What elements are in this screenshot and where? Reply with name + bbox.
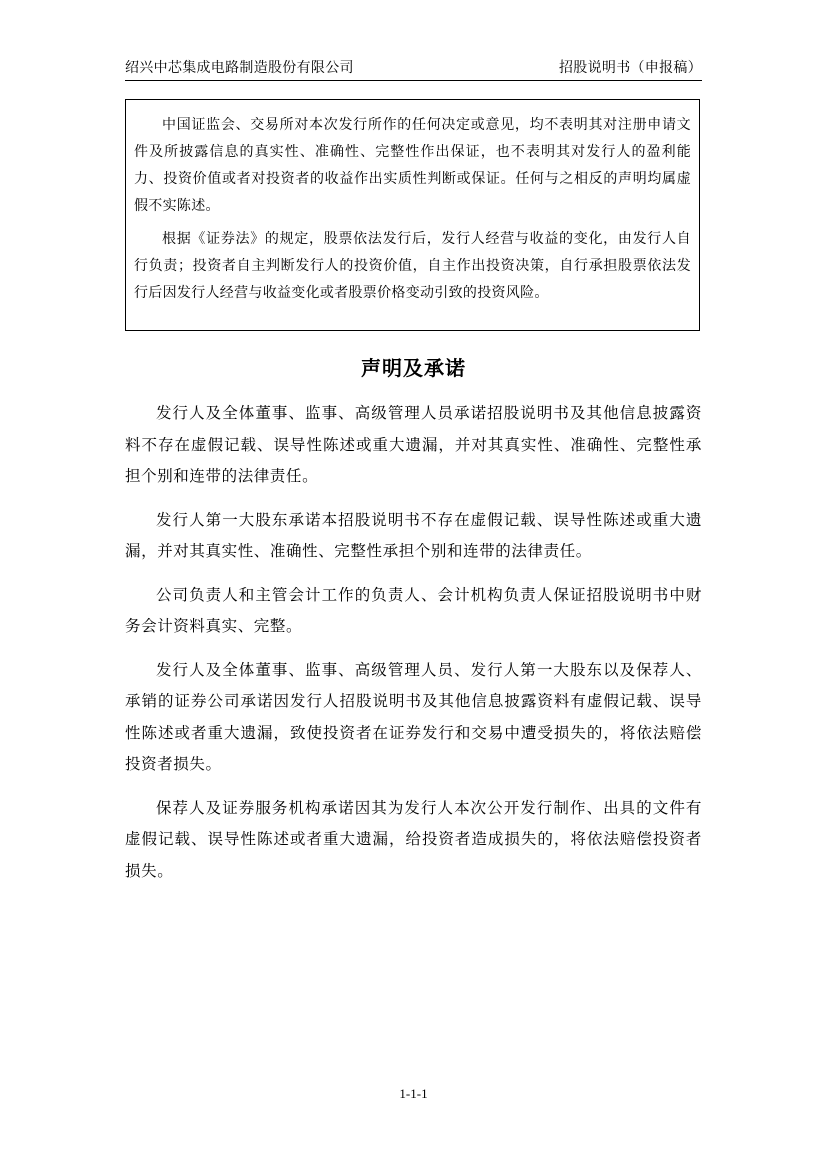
page-header [125, 58, 702, 81]
header-company-name: 绍兴中芯集成电路制造股份有限公司 [125, 60, 354, 76]
header-document-title: 招股说明书（申报稿） [559, 60, 702, 76]
notice-paragraph-2: 根据《证券法》的规定，股票依法发行后，发行人经营与收益的变化，由发行人自行负责；投资者自主判断发行人的投资价值，自主作出投资决策，自行承担股票依法发行后因发行人经营与收益变化或者股票价格变动引致的投资风险。 [134, 231, 691, 301]
declaration-paragraph-5: 保荐人及证券服务机构承诺因其为发行人本次公开发行制作、出具的文件有虚假记载、误导性陈述或者重大遗漏，给投资者造成损失的，将依法赔偿投资者损失。 [125, 798, 702, 880]
declaration-paragraph-4: 发行人及全体董事、监事、高级管理人员、发行人第一大股东以及保荐人、承销的证券公司承诺因发行人招股说明书及其他信息披露资料有虚假记载、误导性陈述或者重大遗漏，致使投资者在证券发行和交易中遭受损失的，将依法赔偿投资者损失。 [125, 660, 702, 773]
page-number: 1-1-1 [399, 1086, 428, 1101]
declaration-paragraph-2: 发行人第一大股东承诺本招股说明书不存在虚假记载、误导性陈述或重大遗漏，并对其真实性、准确性、完整性承担个别和连带的法律责任。 [125, 510, 702, 560]
declaration-paragraph-1: 发行人及全体董事、监事、高级管理人员承诺招股说明书及其他信息披露资料不存在虚假记载、误导性陈述或重大遗漏，并对其真实性、准确性、完整性承担个别和连带的法律责任。 [125, 404, 702, 485]
declaration-paragraph-3: 公司负责人和主管会计工作的负责人、会计机构负责人保证招股说明书中财务会计资料真实、完整。 [125, 585, 702, 635]
declaration-body [125, 398, 702, 899]
notice-paragraph-1: 中国证监会、交易所对本次发行所作的任何决定或意见，均不表明其对注册申请文件及所披露信息的真实性、准确性、完整性作出保证，也不表明其对发行人的盈利能力、投资价值或者对投资者的收益作出实质性判断或保证。任何与之相反的声明均属虚假不实陈述。 [134, 117, 691, 214]
regulatory-notice-box [125, 99, 700, 331]
section-title: 声明及承诺 [361, 356, 466, 380]
